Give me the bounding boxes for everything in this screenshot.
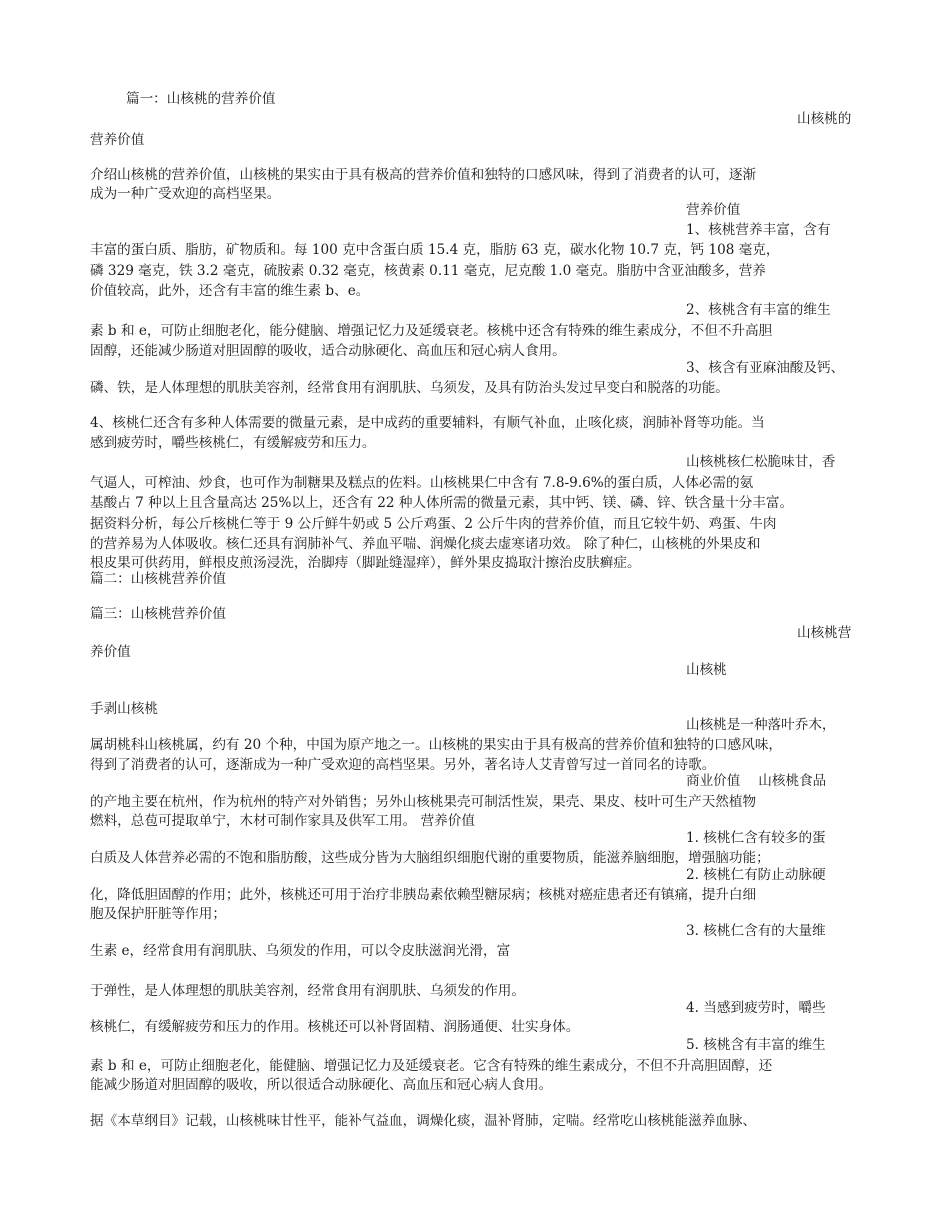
section-heading-3: 篇三：山核桃营养价值 (90, 606, 226, 622)
text-line: 于弹性，是人体理想的肌肤美容剂，经常食用有润肌肤、乌须发的作用。 (90, 983, 525, 999)
text-line: 燃料，总苞可提取单宁，木材可制作家具及供军工用。 营养价值 (90, 813, 475, 829)
text-line: 4. 当感到疲劳时，嚼些 (686, 1000, 826, 1016)
text-line: 据资料分析，每公斤核桃仁等于 9 公斤鲜牛奶或 5 公斤鸡蛋、2 公斤牛肉的营养价值，而且它较牛奶、鸡蛋、牛肉 (90, 516, 777, 532)
text-line: 营养价值 (90, 132, 145, 148)
text-line: 素 b 和 e，可防止细胞老化，能健脑、增强记忆力及延缓衰老。它含有特殊的维生素成分，不但不升高胆固醇，还 (90, 1058, 773, 1074)
text-line: 营养价值 (686, 202, 741, 218)
text-line: 价值较高，此外，还含有丰富的维生素 b、e。 (90, 283, 370, 299)
text-line: 成为一种广受欢迎的高档坚果。 (90, 186, 281, 202)
text-line: 磷 329 毫克，铁 3.2 毫克，硫胺素 0.32 毫克，核黄素 0.11 毫克，尼克酸 1.0 毫克。脂肪中含亚油酸多，营养 (90, 263, 766, 279)
text-line: 磷、铁，是人体理想的肌肤美容剂，经常食用有润肌肤、乌须发，及具有防治头发过早变白和脱落的功能。 (90, 380, 729, 396)
text-line: 化，降低胆固醇的作用；此外，核桃还可用于治疗非胰岛素依赖型糖尿病；核桃对癌症患者还有镇痛，提升白细 (90, 887, 757, 903)
text-line: 的产地主要在杭州，作为杭州的特产对外销售；另外山核桃果壳可制活性炭，果壳、果皮、枝叶可生产天然植物 (90, 794, 757, 810)
text-line: 1. 核桃仁含有较多的蛋 (686, 830, 826, 846)
text-line: 5. 核桃含有丰富的维生 (686, 1037, 826, 1053)
text-line: 属胡桃科山核桃属，约有 20 个种，中国为原产地之一。山核桃的果实由于具有极高的营养价值和独特的口感风味， (90, 737, 783, 753)
text-line: 山核桃营 (797, 625, 852, 641)
text-line: 手剥山核桃 (90, 701, 158, 717)
section-heading-2: 篇二：山核桃营养价值 (90, 571, 226, 587)
text-line: 根皮果可供药用，鲜根皮煎汤浸洗，治脚痔（脚趾缝湿痒），鲜外果皮捣取汁擦治皮肤癣症。 (90, 555, 641, 571)
text-line: 素 b 和 e，可防止细胞老化，能分健脑、增强记忆力及延缓衰老。核桃中还含有特殊的维生素成分，不但不升高胆 (90, 323, 773, 339)
text-line: 的营养易为人体吸收。核仁还具有润肺补气、养血平喘、润燥化痰去虚寒诸功效。 除了种仁，山核桃的外果皮和 (90, 536, 761, 552)
section-heading-1: 篇一：山核桃的营养价值 (126, 91, 276, 107)
text-line: 养价值 (90, 644, 131, 660)
text-line: 气逼人，可榨油、炒食，也可作为制糖果及糕点的佐料。山核桃果仁中含有 7.8-9.6%的蛋白质，人体必需的氨 (90, 475, 754, 491)
text-line: 能减少肠道对胆固醇的吸收，所以很适合动脉硬化、高血压和冠心病人食用。 (90, 1077, 553, 1093)
text-line: 山核桃核仁松脆味甘，香 (686, 454, 836, 470)
text-line: 据《本草纲目》记载，山核桃味甘性平，能补气益血，调燥化痰，温补肾肺，定喘。经常吃山核桃能滋养血脉、 (90, 1113, 757, 1129)
text-line: 商业价值 山核桃食品 (686, 773, 827, 789)
text-line: 山核桃 (686, 662, 727, 678)
text-line: 白质及人体营养必需的不饱和脂肪酸，这些成分皆为大脑组织细胞代谢的重要物质，能滋养脑细胞，增强脑功能； (90, 850, 770, 866)
text-line: 2、核桃含有丰富的维生 (686, 302, 831, 318)
text-line: 2. 核桃仁有防止动脉硬 (686, 867, 826, 883)
text-line: 丰富的蛋白质、脂肪，矿物质和。每 100 克中含蛋白质 15.4 克，脂肪 63 克，碳水化物 10.7 克，钙 108 毫克， (90, 242, 780, 258)
text-line: 基酸占 7 种以上且含量高达 25%以上，还含有 22 种人体所需的微量元素，其中钙、镁、磷、锌、铁含量十分丰富。 (90, 495, 794, 511)
text-line: 固醇，还能减少肠道对胆固醇的吸收，适合动脉硬化、高血压和冠心病人食用。 (90, 343, 566, 359)
text-line: 山核桃是一种落叶乔木， (686, 717, 836, 733)
text-line: 得到了消费者的认可，逐渐成为一种广受欢迎的高档坚果。另外，著名诗人艾青曾写过一首同名的诗歌。 (90, 757, 716, 773)
text-line: 感到疲劳时，嚼些核桃仁，有缓解疲劳和压力。 (90, 435, 376, 451)
text-line: 4、核桃仁还含有多种人体需要的微量元素，是中成药的重要辅料，有顺气补血，止咳化痰，润肺补肾等功能。当 (90, 415, 765, 431)
text-line: 胞及保护肝脏等作用； (90, 906, 226, 922)
text-line: 3. 核桃仁含有的大量维 (686, 923, 826, 939)
text-line: 生素 e，经常食用有润肌肤、乌须发的作用，可以令皮肤滋润光滑，富 (90, 943, 511, 959)
text-line: 介绍山核桃的营养价值，山核桃的果实由于具有极高的营养价值和独特的口感风味，得到了消费者的认可，逐渐 (90, 167, 757, 183)
text-line: 山核桃的 (797, 111, 852, 127)
text-line: 3、核含有亚麻油酸及钙、 (686, 360, 845, 376)
text-line: 1、核桃营养丰富，含有 (686, 222, 831, 238)
text-line: 核桃仁，有缓解疲劳和压力的作用。核桃还可以补肾固精、润肠通便、壮实身体。 (90, 1019, 580, 1035)
